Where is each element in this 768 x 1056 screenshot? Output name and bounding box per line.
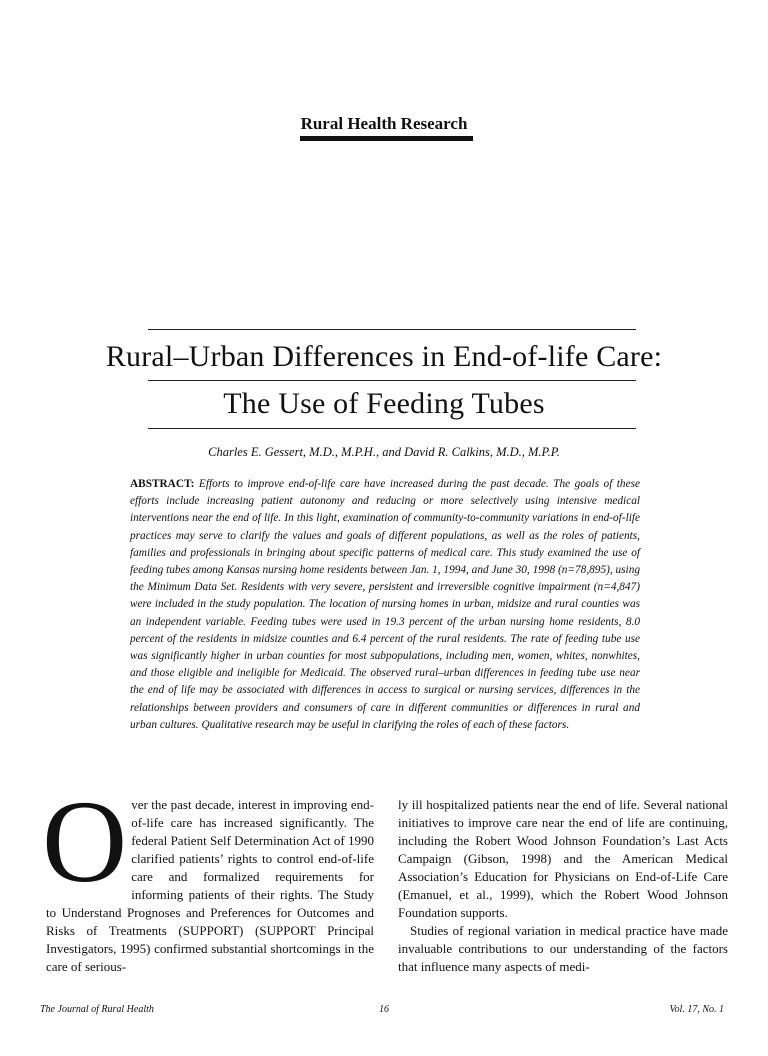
section-underline-bar	[300, 136, 473, 141]
body-right-paragraph-1: ly ill hospitalized patients near the end of life. Several national initiatives to improve care near the end of life are continuing, including the Robert Wood Johnson Foundation’s Last Acts Campaign (Gibson, 1998) and the American Medical Association’s Education for Physicians on End-of-Life Care (Emanuel, et al., 1999), which the Robert Wood Johnson Foundation supports.	[398, 797, 728, 920]
drop-cap: O	[42, 776, 128, 907]
body-column-right	[398, 796, 728, 976]
footer-journal: The Journal of Rural Health	[40, 1004, 154, 1015]
title-rule-middle	[148, 380, 636, 381]
title-rule-top	[148, 329, 636, 330]
body-right-paragraph-2: Studies of regional variation in medical practice have made invaluable contributions to our understanding of the factors that influence many aspects of medi-	[398, 923, 728, 974]
body-column-left	[42, 776, 374, 976]
footer-volume: Vol. 17, No. 1	[669, 1004, 724, 1015]
footer-page-number: 16	[379, 1004, 389, 1015]
abstract-label: ABSTRACT:	[130, 478, 195, 490]
author-byline: Charles E. Gessert, M.D., M.P.H., and David R. Calkins, M.D., M.P.P.	[208, 445, 560, 459]
article-title-line-1: Rural–Urban Differences in End-of-life Care:	[105, 340, 663, 373]
title-rule-bottom	[148, 428, 636, 429]
abstract-text: Efforts to improve end-of-life care have increased during the past decade. The goals of these efforts include increasing patient autonomy and reducing or more selectively using intensive medical interventions near the end of life. In this light, examination of community-to-community variations in end-of-life practices may serve to clarify the values and goals of different populations, as well as the roles of patients, families and professionals in bringing about specific patterns of medical care. This study examined the use of feeding tubes among Kansas nursing home residents between Jan. 1, 1994, and June 30, 1998 (n=78,895), using the Minimum Data Set. Residents with very severe, persistent and irreversible cognitive impairment (n=4,847) were included in the study population. The location of nursing homes in urban, midsize and rural counties was an independent variable. Feeding tubes were used in 19.3 percent of the urban nursing home residents, 8.0 percent of the residents in midsize counties and 6.4 percent of the rural residents. The rate of feeding tube use was significantly higher in urban counties for most subpopulations, including men, women, whites, nonwhites, and those eligible and ineligible for Medicaid. The observed rural–urban differences in feeding tube use near the end of life may be associated with differences in access to surgical or nursing services, differences in the relationships between providers and consumers of care in different communities or differences in rural and urban cultures. Qualitative research may be useful in clarifying the roles of each of these factors.	[130, 478, 640, 731]
body-left-text: ver the past decade, interest in improving end-of-life care has increased significantly. The federal Patient Self Determination Act of 1990 clarified patients’ rights to control end-of-life care and formalized requirements for informing patients of their rights. The Study to Understand Prognoses and Preferences for Outcomes and Risks of Treatments (SUPPORT) (SUPPORT Principal Investigators, 1995) confirmed substantial shortcomings in the care of serious-	[46, 797, 374, 974]
abstract	[130, 476, 640, 734]
section-heading: Rural Health Research	[300, 114, 468, 133]
article-title-line-2: The Use of Feeding Tubes	[223, 387, 545, 420]
